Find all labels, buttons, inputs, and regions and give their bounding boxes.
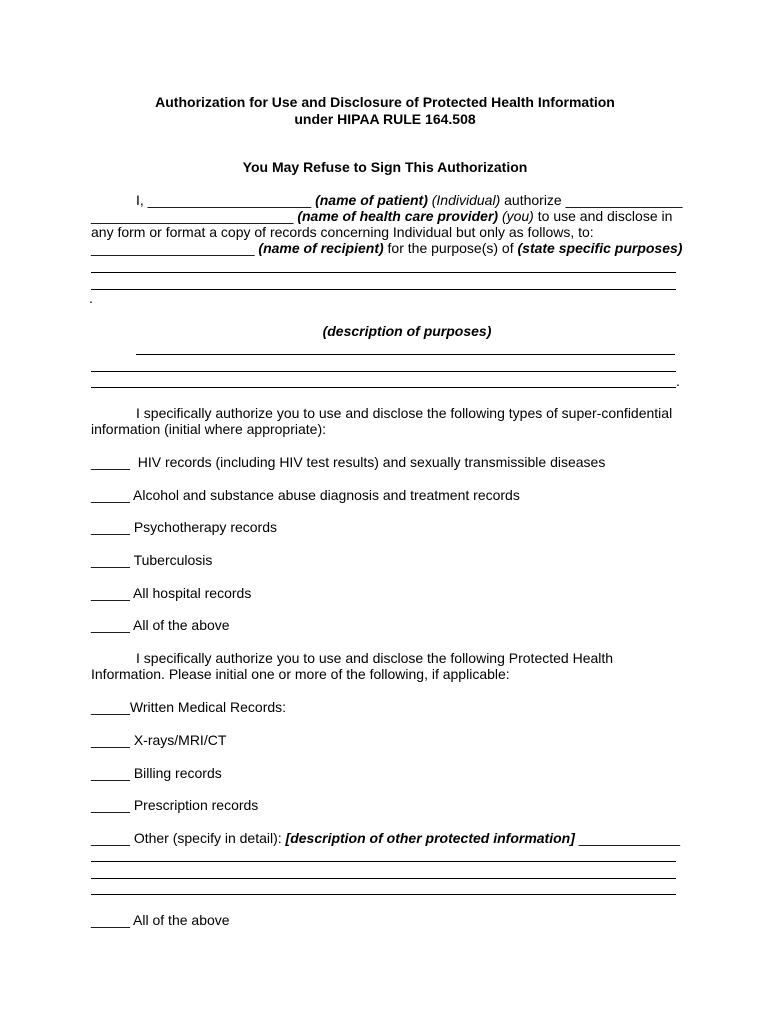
purpose-blank-line-1[interactable] [91,272,676,273]
intro-line-1 [136,192,682,209]
intro-line-2 [91,208,672,225]
recipient-blank: _____________________ [91,240,259,256]
patient-label: (name of patient) [315,192,428,208]
initial-item-all-phi[interactable]: _____ All of the above [91,912,230,928]
initial-item-xrays[interactable]: _____ X-rays/MRI/CT [91,732,227,748]
description-end-period: . [676,373,680,389]
initial-item-hiv[interactable]: _____ HIV records (including HIV test results) and sexually transmissible diseases [91,454,606,470]
description-label: (description of purposes) [322,323,492,339]
use-disclose-text: to use and disclose in [533,208,673,224]
phi-para-line1: I specifically authorize you to use and disclose the following Protected Health [136,650,614,666]
document-title-line2: under HIPAA RULE 164.508 [294,111,476,127]
initial-item-tuberculosis[interactable]: _____ Tuberculosis [91,552,213,568]
initial-item-all-super[interactable]: _____ All of the above [91,617,230,633]
provider-label: (name of health care provider) [297,208,499,224]
provider-blank: __________________________ [91,208,298,224]
patient-blank: I, _____________________ [136,192,316,208]
phi-para-line2: Information. Please initial one or more of the following, if applicable: [91,666,510,682]
other-blank-line-2[interactable] [91,878,676,879]
purpose-text: for the purpose(s) of [383,240,518,256]
description-blank-line-3[interactable] [91,387,676,388]
purposes-label: (state specific purposes) [517,240,683,256]
initial-item-psychotherapy[interactable]: _____ Psychotherapy records [91,519,277,535]
recipient-label: (name of recipient) [258,240,384,256]
trailing-period: . [89,290,93,306]
super-confidential-para-line2: information (initial where appropriate): [91,421,326,437]
other-blank: _____________ [574,830,680,846]
other-blank-line-3[interactable] [91,894,676,895]
initial-item-alcohol[interactable]: _____ Alcohol and substance abuse diagnosis and treatment records [91,487,520,503]
intro-line-4 [91,240,682,257]
description-blank-line-1[interactable] [136,354,675,355]
other-prefix: _____ Other (specify in detail): [91,830,286,846]
initial-item-billing[interactable]: _____ Billing records [91,765,222,781]
initial-item-hospital[interactable]: _____ All hospital records [91,585,252,601]
description-blank-line-2[interactable] [91,371,676,372]
purpose-blank-line-2[interactable] [91,289,676,290]
other-description-label: [description of other protected information] [285,830,575,846]
intro-line-3: any form or format a copy of records concerning Individual but only as follows, to: [91,224,594,240]
other-blank-line-1[interactable] [91,861,676,862]
refuse-notice: You May Refuse to Sign This Authorization [242,159,528,175]
super-confidential-para-line1: I specifically authorize you to use and disclose the following types of super-confidential [136,405,673,421]
initial-item-prescription[interactable]: _____ Prescription records [91,797,259,813]
document-title-line1: Authorization for Use and Disclosure of Protected Health Information [155,94,615,110]
individual-label: (Individual) [427,192,501,208]
authorize-text: authorize _______________ [500,192,683,208]
you-label: (you) [498,208,534,224]
initial-item-written-records[interactable]: _____Written Medical Records: [91,699,287,715]
initial-item-other[interactable] [91,830,680,847]
